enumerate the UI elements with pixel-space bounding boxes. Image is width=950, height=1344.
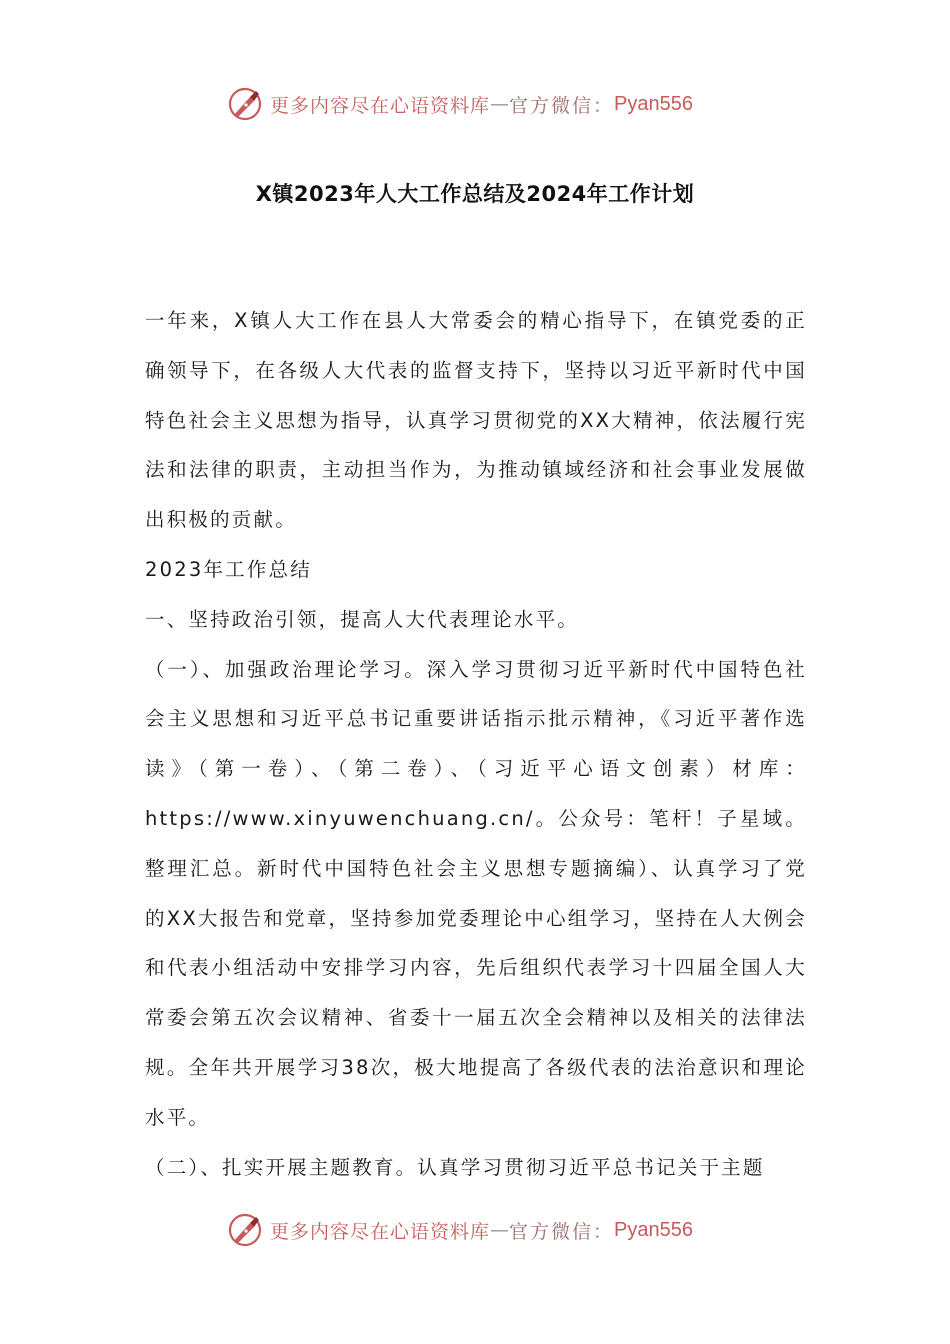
paragraph-subsection-1: （一）、加强政治理论学习。深入学习贯彻习近平新时代中国特色社会主义思想和习近平总书记重要讲话指示批示精神，《习近平著作选读》（第一卷）、（第二卷）、（习近平心语文创素）材库：https://www.xinyuwenchuang.cn/。公众号：笔杆！子星域。整理汇总。新时代中国特色社会主义思想专题摘编）、认真学习了党的XX大报告和党章，坚持参加党委理论中心组学习，坚持在人大例会和代表小组活动中安排学习内容，先后组织代表学习十四届全国人大常委会第五次会议精神、省委十一届五次全会精神以及相关的法律法规。全年共开展学习38次，极大地提高了各级代表的法治意识和理论水平。 xyxy=(145,657,807,1129)
watermark-header xyxy=(226,84,746,124)
pen-nib-icon xyxy=(226,85,264,123)
paragraph-subsection-2: （二）、扎实开展主题教育。认真学习贯彻习近平总书记关于主题 xyxy=(145,1155,765,1179)
watermark-contact-label: 官方微信： xyxy=(509,94,615,117)
watermark-contact-label: 官方微信： xyxy=(509,1220,615,1243)
watermark-contact-id: Pyan556 xyxy=(614,1218,693,1241)
section-heading-1: 一、坚持政治引领，提高人大代表理论水平。 xyxy=(145,607,580,631)
document-title: X镇2023年人大工作总结及2024年工作计划 xyxy=(255,182,695,206)
watermark-contact-id: Pyan556 xyxy=(614,92,693,115)
section-heading-2023-summary: 2023年工作总结 xyxy=(145,557,312,581)
watermark-footer xyxy=(226,1210,746,1250)
watermark-separator: — xyxy=(490,1219,510,1241)
watermark-separator: — xyxy=(490,93,510,115)
paragraph-intro: 一年来，X镇人大工作在县人大常委会的精心指导下，在镇党委的正确领导下，在各级人大代表的监督支持下，坚持以习近平新时代中国特色社会主义思想为指导，认真学习贯彻党的XX大精神，依法履行宪法和法律的职责，主动担当作为，为推动镇域经济和社会事业发展做出积极的贡献。 xyxy=(145,309,807,532)
document-body xyxy=(145,296,807,1192)
watermark-text: 更多内容尽在心语资料库 xyxy=(270,94,491,117)
watermark-text: 更多内容尽在心语资料库 xyxy=(270,1220,491,1243)
pen-nib-icon xyxy=(226,1211,264,1249)
